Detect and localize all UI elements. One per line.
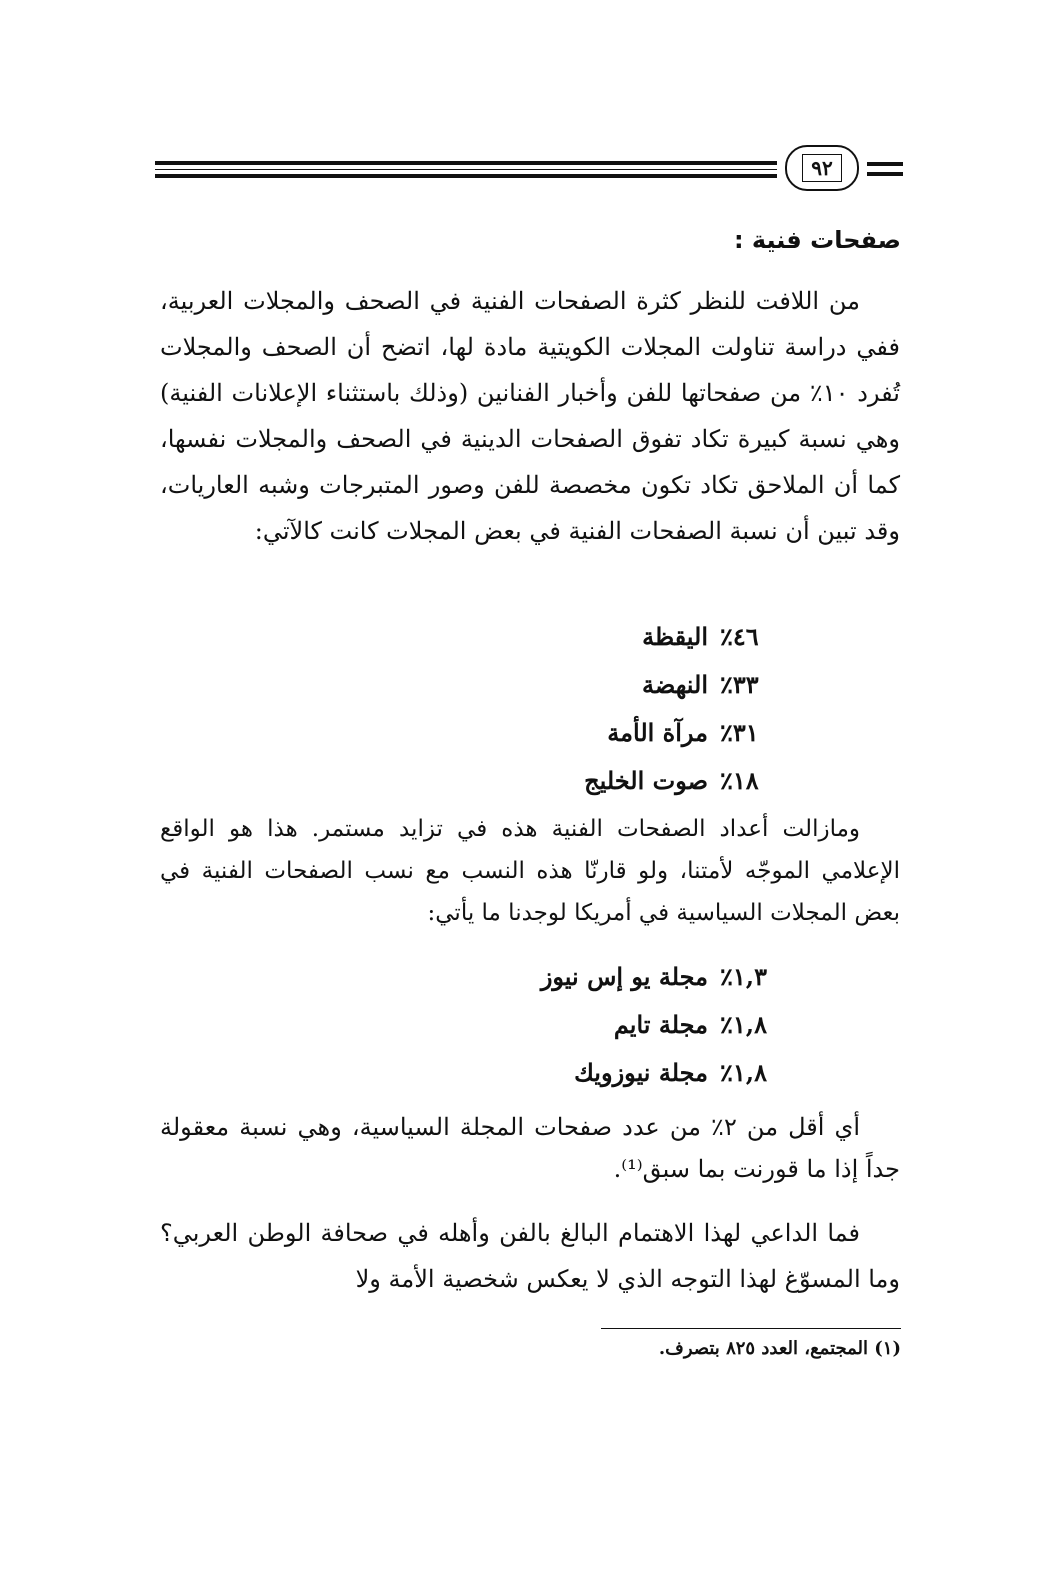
table-row (358, 756, 810, 804)
magazine-percent: ١,٨٪ (720, 1009, 768, 1039)
table-row (358, 660, 810, 708)
footnote-divider (601, 1328, 901, 1329)
table-row (358, 952, 810, 1000)
paragraph-4: فما الداعي لهذا الاهتمام البالغ بالفن وأهله في صحافة الوطن العربي؟ وما المسوّغ لهذا التوجه الذي لا يعكس شخصية الأمة ولا (160, 1219, 900, 1293)
magazines-table (358, 612, 810, 804)
magazine-percent: ٤٦٪ (720, 621, 759, 651)
magazine-percent: ٣١٪ (720, 717, 759, 747)
page-number-badge (785, 145, 859, 191)
table-row (358, 1000, 810, 1048)
us-magazines-table (358, 952, 810, 1096)
magazine-percent: ١,٣٪ (720, 961, 768, 991)
magazine-percent: ١,٨٪ (720, 1057, 768, 1087)
magazine-name: مجلة نيوزويك (574, 1057, 708, 1087)
table-row (358, 708, 810, 756)
magazine-name: مرآة الأمة (607, 717, 708, 747)
paragraph-3: أي أقل من ٢٪ من عدد صفحات المجلة السياسية، وهي نسبة معقولة جداً إذا ما قورنت بما سبق⁽¹⁾. (160, 1113, 900, 1183)
paragraph-2: ومازالت أعداد الصفحات الفنية هذه في تزايد مستمر. هذا هو الواقع الإعلامي الموجّه لأمتنا، ولو قارنّا هذه النسب مع نسب الصفحات الفنية في بعض المجلات السياسية في أمريكا لوجدنا ما يأتي: (160, 816, 900, 926)
section-title: صفحات فنية : (733, 226, 901, 254)
header-rule (155, 169, 777, 170)
magazine-name: النهضة (642, 669, 708, 699)
header-rule (155, 161, 777, 165)
paragraph-1: من اللافت للنظر كثرة الصفحات الفنية في الصحف والمجلات العربية، ففي دراسة تناولت المجلات الكويتية مادة لها، اتضح أن الصحف والمجلات تُفرد ١٠٪ من صفحاتها للفن وأخبار الفنانين (وذلك باستثناء الإعلانات الفنية) وهي نسبة كبيرة تكاد تفوق الصفحات الدينية في الصحف والمجلات نفسها، كما أن الملاحق تكاد تكون مخصصة للفن وصور المتبرجات وشبه العاريات، وقد تبين أن نسبة الصفحات الفنية في بعض المجلات كانت كالآتي: (160, 287, 900, 545)
magazine-name: مجلة تايم (613, 1009, 708, 1039)
footnote: (١) المجتمع، العدد ٨٢٥ بتصرف. (658, 1338, 901, 1359)
magazine-percent: ٣٣٪ (720, 669, 759, 699)
table-row (358, 1048, 810, 1096)
page-number: ٩٢ (802, 154, 841, 182)
header-rule (867, 162, 903, 166)
table-row (358, 612, 810, 660)
magazine-name: اليقظة (642, 621, 708, 651)
header-rule (867, 172, 903, 176)
magazine-percent: ١٨٪ (720, 765, 759, 795)
magazine-name: مجلة يو إس نيوز (540, 961, 708, 991)
page-header (155, 145, 903, 190)
magazine-name: صوت الخليج (584, 765, 708, 795)
header-rule (155, 174, 777, 178)
